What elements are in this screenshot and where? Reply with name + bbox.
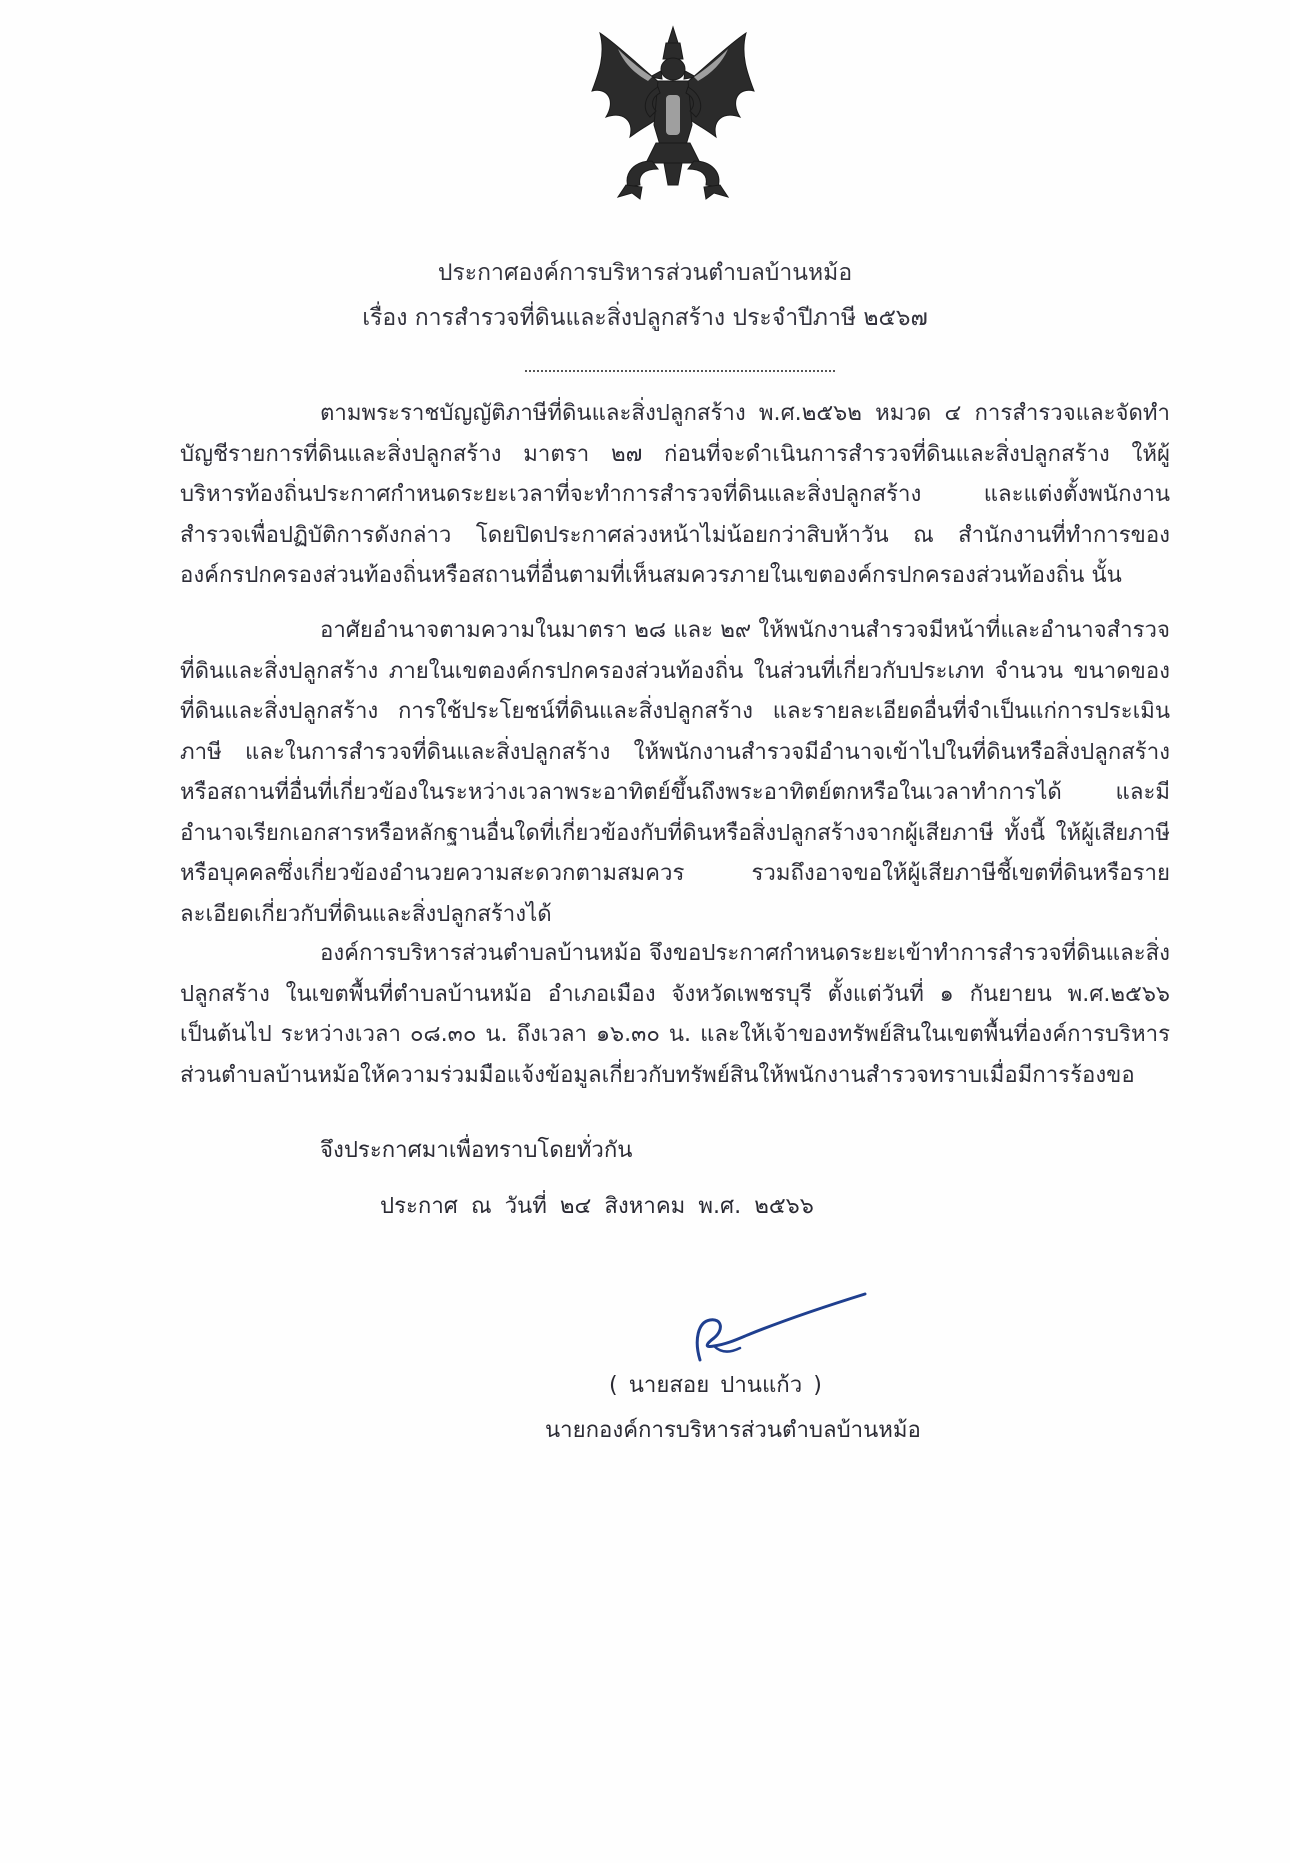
body-paragraph-3: องค์การบริหารส่วนตำบลบ้านหม้อ จึงขอประกาศกำหนดระยะเข้าทำการสำรวจที่ดินและสิ่งปลูกสร้าง ในเขตพื้นที่ตำบลบ้านหม้อ อำเภอเมือง จังหวัดเพชรบุรี ตั้งแต่วันที่ ๑ กันยายน พ.ศ.๒๕๖๖ เป็นต้นไป ระหว่างเวลา ๐๘.๓๐ น. ถึงเวลา ๑๖.๓๐ น. และให้เจ้าของทรัพย์สินในเขตพื้นที่องค์การบริหารส่วนตำบลบ้านหม้อให้ความร่วมมือแจ้งข้อมูลเกี่ยวกับทรัพย์สินให้พนักงานสำรวจทราบเมื่อมีการร้องขอ (180, 940, 1171, 1088)
body-paragraph-2: อาศัยอำนาจตามความในมาตรา ๒๘ และ ๒๙ ให้พนักงานสำรวจมีหน้าที่และอำนาจสำรวจที่ดินและสิ่งปลูกสร้าง ภายในเขตองค์กรปกครองส่วนท้องถิ่น ในส่วนที่เกี่ยวกับประเภท จำนวน ขนาดของที่ดินและสิ่งปลูกสร้าง การใช้ประโยชน์ที่ดินและสิ่งปลูกสร้าง และรายละเอียดอื่นที่จำเป็นแก่การประเมินภาษี และในการสำรวจที่ดินและสิ่งปลูกสร้าง ให้พนักงานสำรวจมีอำนาจเข้าไปในที่ดินหรือสิ่งปลูกสร้างหรือสถานที่อื่นที่เกี่ยวข้องในระหว่างเวลาพระอาทิตย์ขึ้นถึงพระอาทิตย์ตกหรือในเวลาทำการได้ และมีอำนาจเรียกเอกสารหรือหลักฐานอื่นใดที่เกี่ยวข้องกับที่ดินหรือสิ่งปลูกสร้างจากผู้เสียภาษี ทั้งนี้ ให้ผู้เสียภาษีหรือบุคคลซึ่งเกี่ยวข้องอำนวยความสะดวกตามสมควร รวมถึงอาจขอให้ผู้เสียภาษีชี้เขตที่ดินหรือรายละเอียดเกี่ยวกับที่ดินและสิ่งปลูกสร้างได้ (180, 617, 1170, 927)
signer-position: นายกองค์การบริหารส่วนตำบลบ้านหม้อ (545, 1417, 921, 1443)
signer-name: ( นายสอย ปานแก้ว ) (609, 1372, 822, 1398)
garuda-emblem-icon (588, 25, 758, 200)
body-paragraph-1: ตามพระราชบัญญัติภาษีที่ดินและสิ่งปลูกสร้าง พ.ศ.๒๕๖๒ หมวด ๔ การสำรวจและจัดทำบัญชีรายการที่ดินและสิ่งปลูกสร้าง มาตรา ๒๗ ก่อนที่จะดำเนินการสำรวจที่ดินและสิ่งปลูกสร้าง ให้ผู้บริหารท้องถิ่นประกาศกำหนดระยะเวลาที่จะทำการสำรวจที่ดินและสิ่งปลูกสร้าง และแต่งตั้งพนักงานสำรวจเพื่อปฏิบัติการดังกล่าว โดยปิดประกาศล่วงหน้าไม่น้อยกว่าสิบห้าวัน ณ สำนักงานที่ทำการขององค์กรปกครองส่วนท้องถิ่นหรือสถานที่อื่นตามที่เห็นสมควรภายในเขตองค์กรปกครองส่วนท้องถิ่น นั้น (180, 400, 1170, 588)
announcement-title: ประกาศองค์การบริหารส่วนตำบลบ้านหม้อ (437, 260, 853, 286)
announcement-date: ประกาศ ณ วันที่ ๒๔ สิงหาคม พ.ศ. ๒๕๖๖ (380, 1193, 814, 1219)
title-divider (525, 370, 835, 372)
announcement-subject: เรื่อง การสำรวจที่ดินและสิ่งปลูกสร้าง ประจำปีภาษี ๒๕๖๗ (362, 305, 928, 331)
signature-icon (680, 1290, 880, 1370)
closing-statement: จึงประกาศมาเพื่อทราบโดยทั่วกัน (320, 1137, 633, 1163)
